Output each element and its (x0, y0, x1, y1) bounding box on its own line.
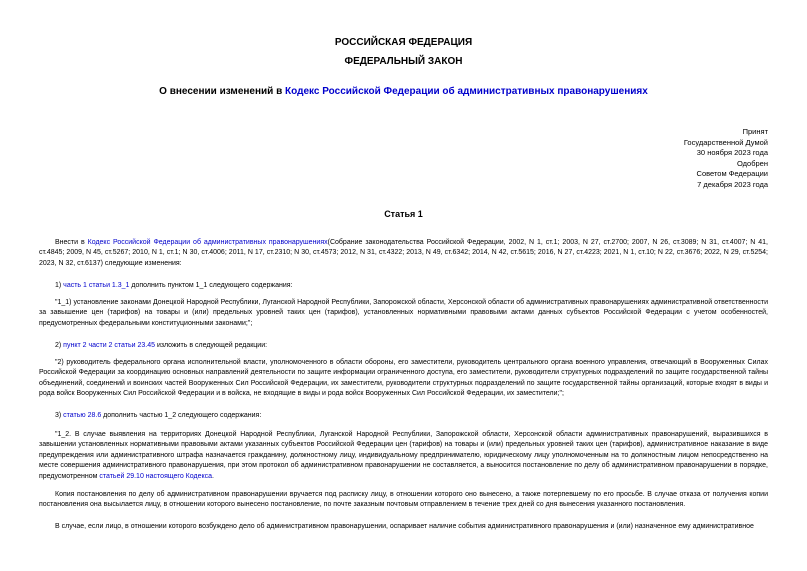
item-3 (39, 411, 768, 421)
item-2-rest: изложить в следующей редакции: (155, 342, 268, 349)
law-title-prefix: О внесении изменений в (159, 86, 286, 97)
intro-rest: (Собрание законодательства Российской Федерации, 2002, N 1, ст.1; 2003, N 27, ст.2700; 2007, N 26, ст.3089; N 31, ст.4007; N 41, ст.4845; 2009, N 45, ст.5267; 2010, N 1, ст.1; N 30, ст.4006; 2011, N 17, ст.2310; N 30, ст.4573; 2012, N 31, ст.4322; 2013, N 49, ст.6342; 2014, N 42, ст.5615; 2016, N 27, ст.4223; 2021, N 1, ст.10; N 22, ст.3676; 2022, N 29, ст.5254; 2023, N 32, ст.6137) следующие изменения: (39, 239, 769, 267)
federation-heading: РОССИЙСКАЯ ФЕДЕРАЦИЯ (334, 37, 473, 48)
item-2-number: 2) (55, 342, 64, 349)
item-3-link[interactable]: статью 28.6 (63, 412, 102, 419)
item-3-text-a: "1_2. В случае выявления на территориях Донецкой Народной Республики, Луганской Народной Республики, Запорожской области, Херсонской области административных правонарушений, выразившихся в завышении установленных нормативными правовыми актами указанных субъектов Российской Федерации цен (тарифов) на товары и (или) предельных уровней таких цен (тарифов), административное наказание в виде предупреждения или административного штрафа назначается гражданину, должностному лицу, индивидуальному предпринимателю, юридическому лицу уполномоченным на то должностным лицом непосредственно на месте совершения административного правонарушения, при этом протокол об административном правонарушении не составляется, а выносится постановление по делу об административном правонарушении в порядке, предусмотренном (39, 431, 768, 480)
intro-prefix: Внести в (55, 239, 88, 246)
adoption-line: Государственной Думой (683, 137, 768, 147)
item-1 (39, 281, 768, 291)
item-2-link[interactable]: пункт 2 части 2 статьи 23.45 (63, 342, 155, 349)
copy-paragraph: Копия постановления по делу об административном правонарушении вручается под расписку лицу, в отношении которого оно вынесено, а также потерпевшему по его просьбе. В случае отказа от получения копии постановления она высылается лицу, в отношении которого вынесено постановление, по почте заказным почтовым отправлением в течение трех дней со дня вынесения указанного постановления. (39, 491, 768, 509)
adoption-line: Принят (742, 127, 768, 136)
item-3-number: 3) (55, 412, 64, 419)
adoption-block (618, 127, 768, 191)
code-link[interactable]: Кодекс Российской Федерации об административных правонарушениях (285, 86, 648, 97)
approval-line: Одобрен (737, 158, 768, 168)
last-paragraph: В случае, если лицо, в отношении которого возбуждено дело об административном правонарушении, оспаривает наличие события административного правонарушения и (или) назначенное ему административное (55, 523, 754, 530)
approval-line: Советом Федерации (696, 169, 768, 179)
item-1-text: "1_1) установление законами Донецкой Народной Республики, Луганской Народной Республики, Запорожской области, Херсонской области об административных правонарушениях административной ответственности за завышение цен (тарифов) на товары и (или) предельных уровней таких цен (тарифов), установленных нормативными правовыми актами данных субъектов Российской Федерации с учетом особенностей, предусмотренных федеральными конституционными законами;"; (39, 299, 768, 327)
item-3-text-b: . (212, 472, 214, 480)
item-3-text (39, 430, 768, 482)
law-title (0, 86, 807, 97)
item-1-number: 1) (55, 282, 64, 289)
article-29-10-link[interactable]: статьей 29.10 настоящего Кодекса (99, 472, 212, 480)
intro-paragraph (39, 238, 768, 269)
item-1-link[interactable]: часть 1 статьи 1.3_1 (63, 282, 130, 289)
item-2-text: "2) руководитель федерального органа исполнительной власти, уполномоченного в области обороны, его заместители, руководитель центрального органа военного управления, отвечающий в Вооруженных Силах Российской Федерации за координацию основных направлений деятельности по защите информации ограниченного доступа, его заместители, руководители структурных подразделений по защите государственной тайны объединений, соединений и воинских частей Вооруженных Сил Российской Федерации, их заместители, руководители структурных подразделений по защите государственной тайны организаций, которые входят в виды и рода войск Вооруженных Сил Российской Федерации и в войска, не входящие в виды и рода войск Вооруженных Сил Российской Федерации, их заместители;"; (39, 359, 768, 398)
item-1-rest: дополнить пунктом 1_1 следующего содержания: (129, 282, 293, 289)
article-heading: Статья 1 (384, 209, 423, 219)
item-2 (39, 341, 768, 351)
approval-line: 7 декабря 2023 года (697, 179, 768, 189)
law-type-heading: ФЕДЕРАЛЬНЫЙ ЗАКОН (344, 56, 463, 67)
intro-code-link[interactable]: Кодекс Российской Федерации об административных правонарушениях (87, 239, 328, 246)
item-3-rest: дополнить частью 1_2 следующего содержания: (101, 412, 262, 419)
adoption-line: 30 ноября 2023 года (696, 148, 768, 158)
